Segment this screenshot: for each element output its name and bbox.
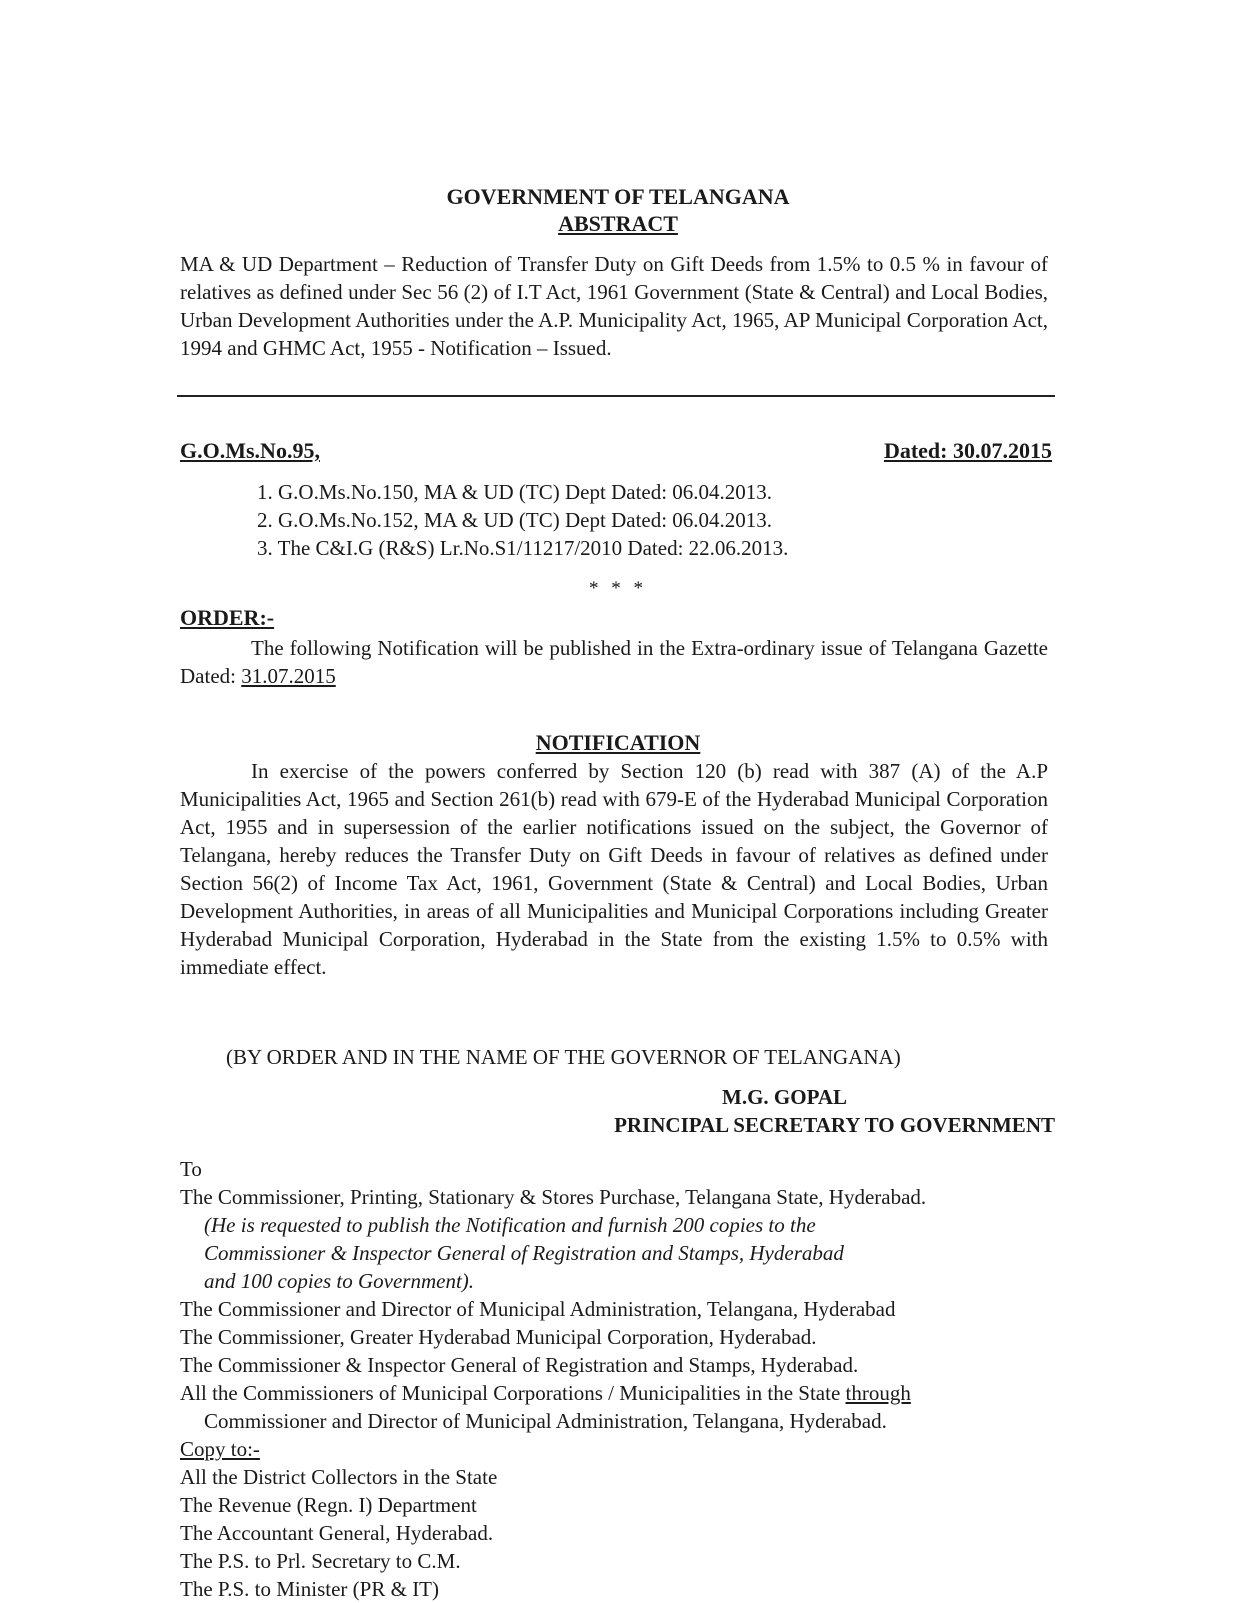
references-list [257, 478, 788, 562]
notification-title: NOTIFICATION [535, 730, 701, 755]
order-body: The following Notification will be published in the Extra-ordinary issue of Telangana Gazette Dated: [180, 636, 1048, 688]
section-separator: * * * [589, 578, 647, 599]
copy-to-label: Copy to:- [180, 1437, 260, 1461]
reference-item: 3. The C&I.G (R&S) Lr.No.S1/11217/2010 Dated: 22.06.2013. [257, 536, 789, 560]
recipient-cdma: The Commissioner and Director of Municipal Administration, Telangana, Hyderabad [180, 1297, 896, 1321]
abstract-text: MA & UD Department – Reduction of Transfer Duty on Gift Deeds from 1.5% to 0.5 % in favour of relatives as defined under Sec 56 (2) of I.T Act, 1961 Government (State & Central) and Local Bodies, Urban Development Authorities under the A.P. Municipality Act, 1965, AP Municipal Corporation Act, 1994 and GHMC Act, 1955 - Notification – Issued. [180, 252, 1048, 360]
recipient-printing: The Commissioner, Printing, Stationary & Stores Purchase, Telangana State, Hyderabad. [180, 1185, 927, 1209]
recipient-municipal-text: All the Commissioners of Municipal Corporations / Municipalities in the State [180, 1381, 846, 1405]
go-number: G.O.Ms.No.95, [180, 438, 320, 463]
reference-item: 1. G.O.Ms.No.150, MA & UD (TC) Dept Dated: 06.04.2013. [257, 480, 773, 504]
copy-recipient: The P.S. to Prl. Secretary to C.M. [180, 1549, 461, 1573]
recipient-through-cdma: Commissioner and Director of Municipal Administration, Telangana, Hyderabad. [204, 1409, 887, 1433]
signatory-name: M.G. GOPAL [722, 1085, 848, 1109]
to-label: To [180, 1157, 202, 1181]
recipient-municipal-commissioners [180, 1379, 911, 1407]
copy-recipient: The Revenue (Regn. I) Department [180, 1493, 477, 1517]
recipient-note: (He is requested to publish the Notification and furnish 200 copies to the [204, 1213, 816, 1237]
order-label: ORDER:- [180, 605, 275, 630]
copy-recipient: The P.S. to Minister (PR & IT) [180, 1577, 440, 1601]
gazette-date: 31.07.2015 [241, 664, 336, 688]
recipient-ghmc: The Commissioner, Greater Hyderabad Municipal Corporation, Hyderabad. [180, 1325, 817, 1349]
signatory-title: PRINCIPAL SECRETARY TO GOVERNMENT [614, 1113, 1055, 1137]
go-date: Dated: 30.07.2015 [883, 438, 1052, 463]
recipient-note: Commissioner & Inspector General of Registration and Stamps, Hyderabad [204, 1241, 844, 1265]
abstract-divider [177, 395, 1055, 397]
notification-text: In exercise of the powers conferred by Section 120 (b) read with 387 (A) of the A.P Municipalities Act, 1965 and Section 261(b) read with 679-E of the Hyderabad Municipal Corporation Act, 1955 and in supersession of the earlier notifications issued on the subject, the Governor of Telangana, hereby reduces the Transfer Duty on Gift Deeds in favour of relatives as defined under Section 56(2) of Income Tax Act, 1961, Government (State & Central) and Local Bodies, Urban Development Authorities, in areas of all Municipalities and Municipal Corporations including Greater Hyderabad Municipal Corporation, Hyderabad in the State from the existing 1.5% to 0.5% with immediate effect. [180, 759, 1048, 979]
recipient-note: and 100 copies to Government). [204, 1269, 475, 1293]
abstract-heading: ABSTRACT [558, 211, 678, 236]
copy-recipient: All the District Collectors in the State [180, 1465, 498, 1489]
copy-recipient: The Accountant General, Hyderabad. [180, 1521, 494, 1545]
reference-item: 2. G.O.Ms.No.152, MA & UD (TC) Dept Dated: 06.04.2013. [257, 508, 773, 532]
through-word: through [845, 1381, 911, 1405]
order-text [180, 634, 1048, 690]
recipient-registration: The Commissioner & Inspector General of Registration and Stamps, Hyderabad. [180, 1353, 859, 1377]
by-order-line: (BY ORDER AND IN THE NAME OF THE GOVERNOR OF TELANGANA) [226, 1045, 901, 1069]
government-heading: GOVERNMENT OF TELANGANA [446, 184, 790, 209]
